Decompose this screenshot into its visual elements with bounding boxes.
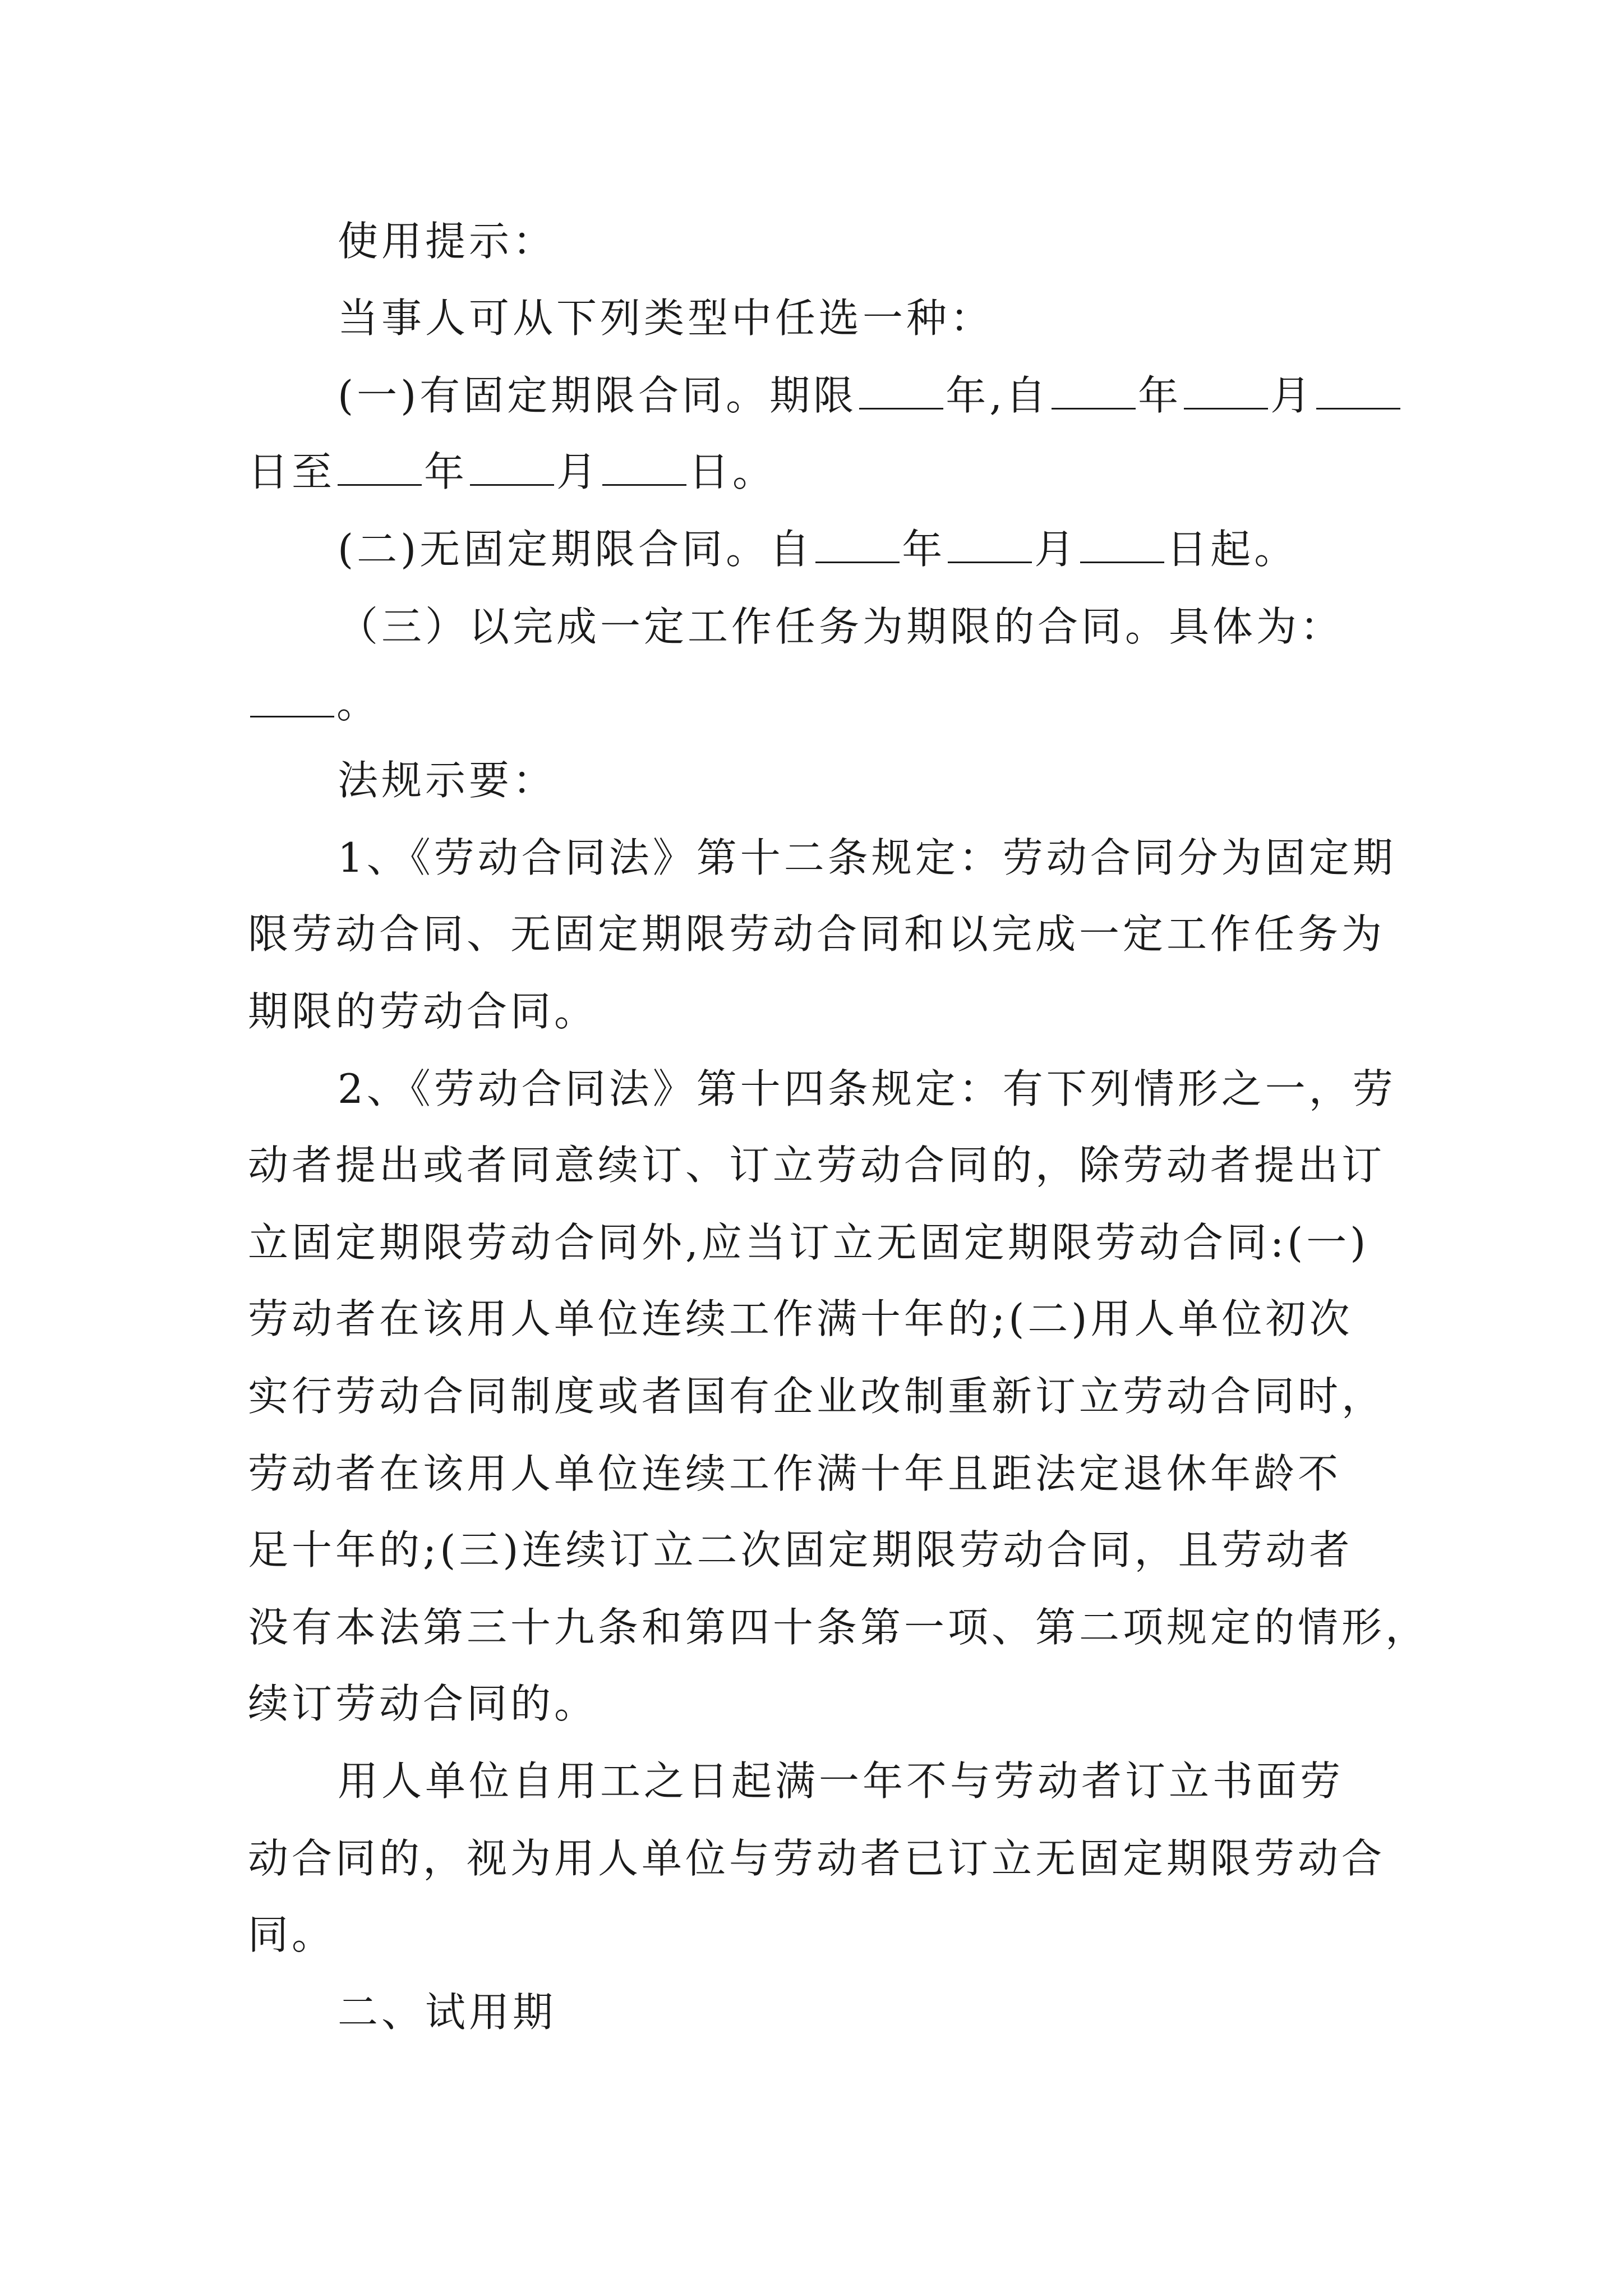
line-text: 月: [556, 448, 601, 495]
open-start-day-blank: [1080, 527, 1164, 563]
line-text: 月: [1270, 372, 1315, 419]
start-year-blank: [1052, 373, 1136, 409]
line-text: 立固定期限劳动合同外,应当订立无固定期限劳动合同:(一): [248, 1219, 1370, 1266]
article-14-line7: [248, 1525, 1623, 1575]
fixed-term-option-line2: [248, 447, 1623, 497]
regulation-heading: [338, 755, 1623, 806]
usage-tip-heading: [338, 216, 1623, 266]
end-year-blank: [338, 449, 422, 486]
line-text: 日起。: [1166, 526, 1298, 573]
open-ended-option: [338, 524, 1623, 574]
line-text: (二)无固定期限合同。自: [338, 526, 814, 573]
line-text: 年: [902, 526, 946, 573]
article-12-line1: [338, 832, 1623, 883]
start-day-blank: [1316, 373, 1400, 409]
line-text: （三）以完成一定工作任务为期限的合同。具体为：: [338, 603, 1344, 650]
article-14-line9: [248, 1678, 1623, 1729]
line-text: 劳动者在该用人单位连续工作满十年的;(二)用人单位初次: [248, 1295, 1353, 1342]
line-text: 年: [424, 448, 468, 495]
line-text: 二、试用期: [338, 1989, 557, 2036]
task-detail-blank: [250, 681, 334, 717]
article-14-line3: [248, 1217, 1623, 1268]
end-month-blank: [470, 449, 554, 486]
line-text: 日。: [689, 448, 777, 495]
line-text: 期限的劳动合同。: [248, 988, 598, 1035]
deemed-contract-line2: [248, 1833, 1623, 1884]
line-text: 足十年的;(三)连续订立二次固定期限劳动合同，且劳动者: [248, 1526, 1353, 1573]
line-text: 限劳动合同、无固定期限劳动合同和以完成一定工作任务为: [248, 910, 1386, 958]
line-text: 同。: [248, 1911, 336, 1958]
line-text: 当事人可从下列类型中任选一种：: [338, 295, 994, 342]
article-14-line5: [248, 1371, 1623, 1421]
open-start-month-blank: [948, 527, 1032, 563]
line-text: 续订劳动合同的。: [248, 1680, 598, 1727]
line-text: 使用提示：: [338, 218, 557, 265]
line-text: 动者提出或者同意续订、订立劳动合同的，除劳动者提出订: [248, 1142, 1386, 1189]
line-text: 月: [1034, 526, 1078, 573]
line-text: (一)有固定期限合同。期限: [338, 372, 857, 419]
line-text: 用人单位自用工之日起满一年不与劳动者订立书面劳: [338, 1757, 1344, 1805]
deemed-contract-line3: [248, 1910, 1623, 1960]
line-text: 动合同的，视为用人单位与劳动者已订立无固定期限劳动合: [248, 1835, 1386, 1882]
line-text: 日至: [248, 448, 336, 495]
article-14-line1: [338, 1064, 1623, 1114]
line-text: 年: [1138, 372, 1182, 419]
line-text: 劳动者在该用人单位连续工作满十年且距法定退休年龄不: [248, 1450, 1342, 1497]
article-14-line2: [248, 1140, 1623, 1190]
line-text: 1、《劳动合同法》第十二条规定：劳动合同分为固定期: [338, 834, 1396, 881]
line-text: 年,自: [946, 372, 1050, 419]
deemed-contract-line1: [338, 1756, 1623, 1806]
line-text: 实行劳动合同制度或者国有企业改制重新订立劳动合同时，: [248, 1373, 1386, 1420]
contract-type-intro: [338, 293, 1623, 343]
line-text: 没有本法第三十九条和第四十条第一项、第二项规定的情形，: [248, 1604, 1430, 1651]
task-based-option: [338, 601, 1623, 652]
line-text: 。: [336, 680, 381, 727]
end-day-blank: [602, 449, 686, 486]
fixed-term-option-line1: [338, 370, 1623, 421]
article-14-line6: [248, 1448, 1623, 1499]
term-years-blank: [859, 373, 943, 409]
open-start-year-blank: [815, 527, 900, 563]
line-text: 法规示要：: [338, 757, 557, 804]
article-12-line3: [248, 986, 1623, 1037]
article-12-line2: [248, 909, 1623, 959]
article-14-line4: [248, 1294, 1623, 1344]
article-14-line8: [248, 1602, 1623, 1653]
section-heading-probation: [338, 1987, 1623, 2037]
start-month-blank: [1184, 373, 1268, 409]
line-text: 2、《劳动合同法》第十四条规定：有下列情形之一，劳: [338, 1065, 1396, 1112]
task-based-detail: [248, 678, 1623, 729]
